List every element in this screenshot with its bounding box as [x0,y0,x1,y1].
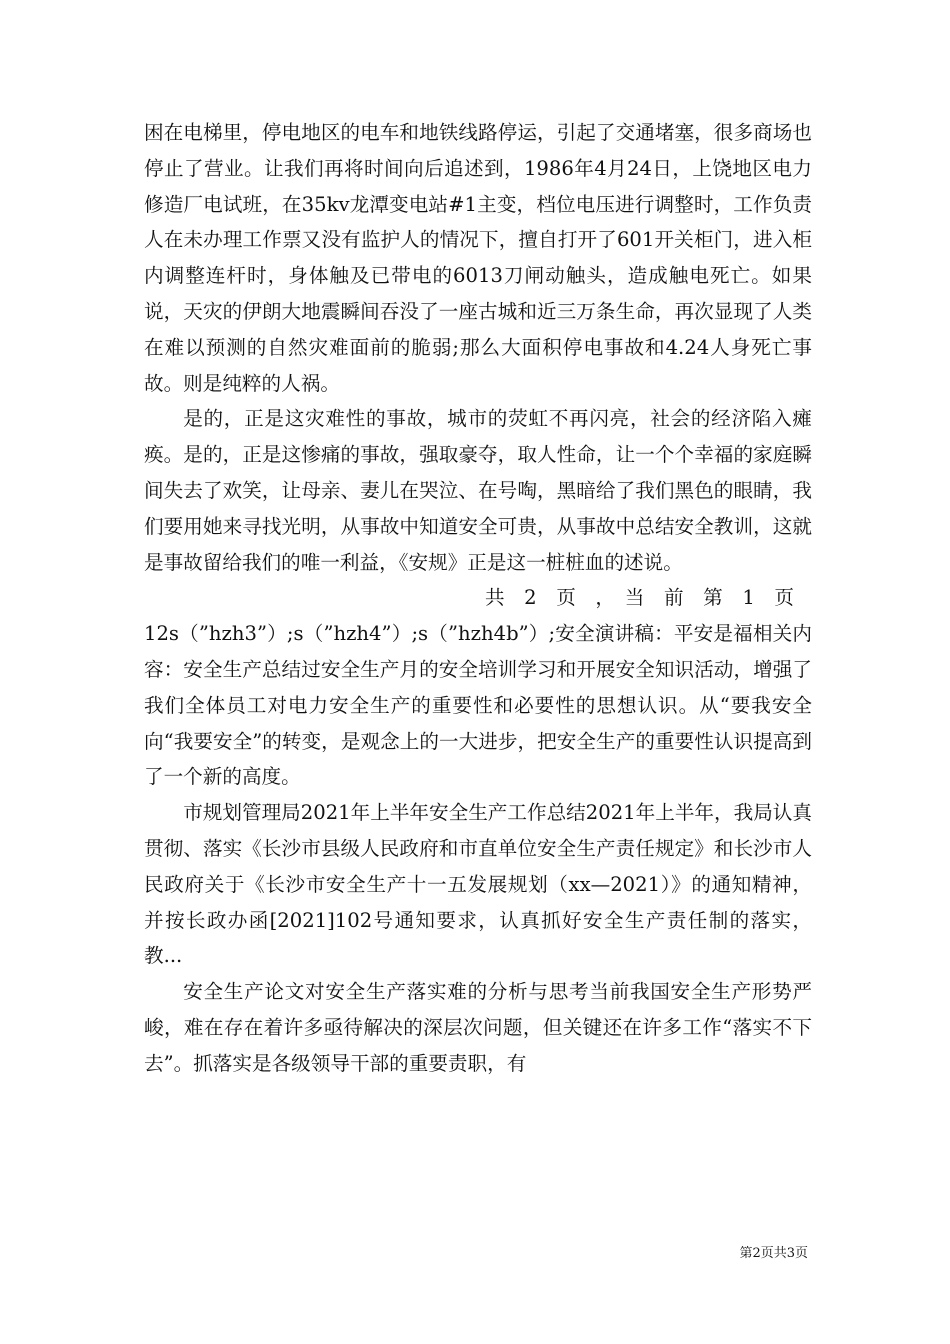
page-counter-text: 共 2 页 ， 当 前 第 1 页 [484,586,794,610]
page-counter-line [144,580,812,616]
paragraph-3: 12s（”hzh3”）;s（”hzh4”）;s（”hzh4b”）;安全演讲稿：平安是福相关内容：安全生产总结过安全生产月的安全培训学习和开展安全知识活动，增强了我们全体员工对电力安全生产的重要性和必要性的思想认识。从“要我安全向“我要安全”的转变，是观念上的一大进步，把安全生产的重要性认识提高到了一个新的高度。 [144,622,812,789]
document-body [144,115,812,1082]
paragraph-4: 市规划管理局2021年上半年安全生产工作总结2021年上半年，我局认真贯彻、落实《长沙市县级人民政府和市直单位安全生产责任规定》和长沙市人民政府关于《长沙市安全生产十一五发展规划（xx—2021）》的通知精神，并按长政办函[2021]102号通知要求，认真抓好安全生产责任制的落实，教... [144,801,812,968]
paragraph-5: 安全生产论文对安全生产落实难的分析与思考当前我国安全生产形势严峻，难在存在着许多亟待解决的深层次问题，但关键还在许多工作“落实不下去”。抓落实是各级领导干部的重要责职，有 [144,980,812,1075]
paragraph-2: 是的，正是这灾难性的事故，城市的荧虹不再闪亮，社会的经济陷入瘫痪。是的，正是这惨痛的事故，强取豪夺，取人性命，让一个个幸福的家庭瞬间失去了欢笑，让母亲、妻儿在哭泣、在号啕，黑暗给了我们黑色的眼睛，我们要用她来寻找光明，从事故中知道安全可贵，从事故中总结安全教训，这就是事故留给我们的唯一利益，《安规》正是这一桩桩血的述说。 [144,407,812,574]
paragraph-1: 困在电梯里，停电地区的电车和地铁线路停运，引起了交通堵塞，很多商场也停止了营业。让我们再将时间向后追述到，1986年4月24日，上饶地区电力修造厂电试班，在35kv龙潭变电站#1主变，档位电压进行调整时，工作负责人在未办理工作票又没有监护人的情况下，擅自打开了601开关柜门，进入柜内调整连杆时，身体触及已带电的6013刀闸动触头，造成触电死亡。如果说，天灾的伊朗大地震瞬间吞没了一座古城和近三万条生命，再次显现了人类在难以预测的自然灾难面前的脆弱;那么大面积停电事故和4.24人身死亡事故。则是纯粹的人祸。 [144,121,812,395]
page-footer: 第2页共3页 [739,1246,808,1261]
